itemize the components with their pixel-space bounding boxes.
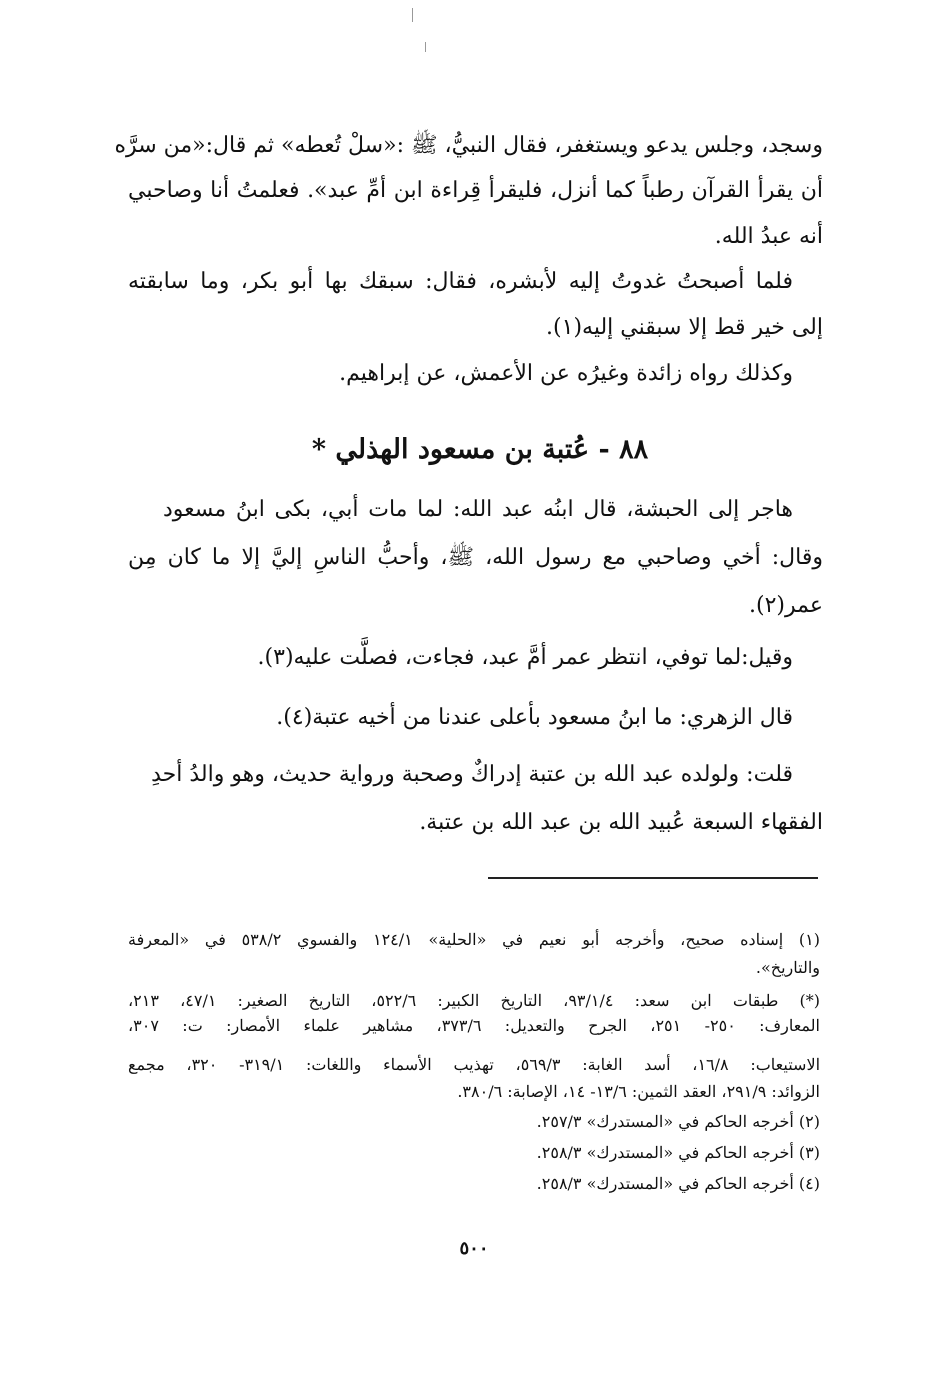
section-line: وقال: أخي وصاحبي مع رسول الله، ﷺ، وأحبُّ الناسِ إليَّ إلا ما كان مِن	[128, 545, 823, 570]
body-line: أن يقرأ القرآن رطباً كما أنزل، فليقرأ قِراءة ابن أمِّ عبد». فعلمتُ أنا وصاحبي	[128, 178, 823, 203]
footnote-line: الزوائد: ٢٩١/٩، العقد الثمين: ١٣/٦- ١٤، الإصابة: ٣٨٠/٦.	[457, 1082, 820, 1101]
footnote-line: (*) طبقات ابن سعد: ٩٣/١/٤، التاريخ الكبير: ٥٢٢/٦، التاريخ الصغير: ٤٧/١، ٢١٣،	[128, 991, 821, 1010]
footnote-line: (٣) أخرجه الحاكم في «المستدرك» ٢٥٨/٣.	[536, 1143, 820, 1162]
body-line: أنه عبدُ الله.	[714, 224, 823, 249]
footnote-line: المعارف: ٢٥٠- ٢٥١، الجرح والتعديل: ٣٧٣/٦، مشاهير علماء الأمصار: ت: ٣٠٧،	[128, 1016, 821, 1035]
footnote-line: (١) إسناده صحيح، وأخرجه أبو نعيم في «الحلية» ١٢٤/١ والفسوي ٥٣٨/٢ في «المعرفة	[128, 930, 820, 949]
section-heading: ٨٨ - عُتبة بن مسعود الهذلي *	[311, 434, 649, 465]
section-line: قال الزهري: ما ابنُ مسعود بأعلى عندنا من أخيه عتبة(٤).	[276, 705, 793, 730]
body-line: إلى خير قط إلا سبقني إليه(١).	[546, 315, 823, 340]
section-line: قلت: ولولده عبد الله بن عتبة إدراكٌ وصحبة ورواية حديث، وهو والدُ أحدِ	[151, 762, 793, 787]
scan-mark	[425, 42, 426, 52]
footnote-line: (٤) أخرجه الحاكم في «المستدرك» ٢٥٨/٣.	[536, 1174, 820, 1193]
body-line: وسجد، وجلس يدعو ويستغفر، فقال النبيُّ، ﷺ :«سلْ تُعطه» ثم قال:«من سرَّه	[114, 133, 823, 158]
section-line: هاجر إلى الحبشة، قال ابنُه عبد الله: لما مات أبي، بكى ابنُ مسعود	[163, 497, 793, 522]
body-line: وكذلك رواه زائدة وغيرُه عن الأعمش، عن إبراهيم.	[339, 361, 793, 386]
section-line: الفقهاء السبعة عُبيد الله بن عبد الله بن عتبة.	[419, 810, 823, 835]
footnote-line: والتاريخ».	[755, 958, 820, 977]
footnote-line: الاستيعاب: ١٦/٨، أسد الغابة: ٥٦٩/٣، تهذيب الأسماء واللغات: ٣١٩/١- ٣٢٠، مجمع	[128, 1055, 821, 1074]
section-line: وقيل:لما توفي، انتظر عمر أمَّ عبد، فجاءت، فصلَّت عليه(٣).	[257, 645, 793, 670]
section-line: عمر(٢).	[749, 593, 823, 618]
page-number: ٥٠٠	[459, 1238, 489, 1259]
footnote-separator	[488, 877, 818, 879]
footnote-line: (٢) أخرجه الحاكم في «المستدرك» ٢٥٧/٣.	[536, 1112, 820, 1131]
scan-mark	[412, 8, 413, 22]
body-line: فلما أصبحتُ غدوتُ إليه لأبشره، فقال: سبقك بها أبو بكر، وما سابقته	[128, 269, 793, 294]
